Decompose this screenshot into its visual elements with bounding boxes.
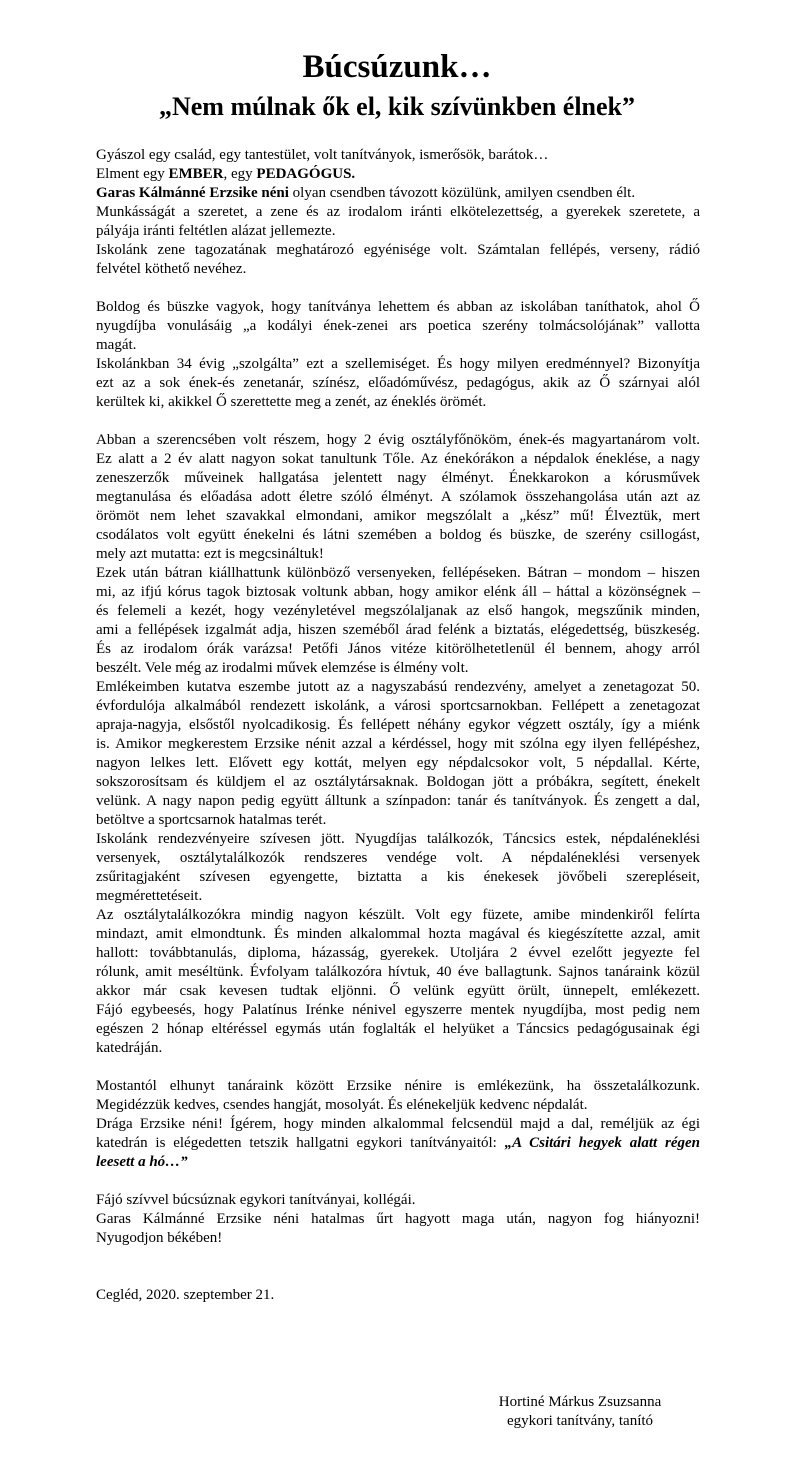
text-line: mindazt, amit elmondtunk. És minden alkalommal hozta magával és kiegészítette azzal, amit — [96, 926, 700, 942]
text-line: mely azt mutatta: ezt is megcsináltuk! — [96, 546, 324, 562]
text-line: Iskolánk rendezvényeire szívesen jött. Nyugdíjas találkozók, Táncsics estek, népdaléneklési — [96, 831, 700, 847]
emphasis-pedagogus: PEDAGÓGUS. — [256, 166, 356, 182]
paragraph-spacer — [96, 1058, 700, 1077]
text-line: versenyek, osztálytalálkozók rendszeres vendége volt. A népdaléneklési versenyek — [96, 850, 700, 866]
paragraph-spacer — [96, 412, 700, 431]
text-line: Iskolánkban 34 évig „szolgálta” ezt a szellemiséget. És hogy milyen eredménnyel? Bizonyítja — [96, 356, 700, 372]
text-line: évfordulója alkalmából rendezett iskolánk, a városi sportcsarnokban. Fellépett a zenetagozat — [96, 698, 700, 714]
text-line: nagyon lelkes lett. Elővett egy kottát, melyen egy népdalcsokor volt, 5 népdallal. Kérte, — [96, 755, 700, 771]
text-line: rólunk, amit meséltünk. Évfolyam találkozóra hívtuk, 40 éve ballagtunk. Sajnos tanáraink közül — [96, 964, 700, 980]
text-line: nyugdíjba vonulásáig „a kodályi ének-zenei ars poetica szerény tolmácsolójának” vallotta — [96, 318, 700, 334]
text-line — [96, 1153, 700, 1172]
text-line: zeneszerzők műveinek hallgatása jelentett nagy élményt. Énekkarokon a kórusművek — [96, 470, 700, 486]
text-line: Abban a szerencsében volt részem, hogy 2 évig osztályfőnököm, ének-és magyartanárom volt. — [96, 432, 700, 448]
deceased-name: Garas Kálmánné Erzsike néni — [96, 185, 289, 201]
text-line: ezt az a sok ének-és zenetanár, színész, előadóművész, pedagógus, akik az Ő szárnyai alól — [96, 375, 700, 391]
text-line: Megidézzük kedves, csendes hangját, mosolyát. És elénekeljük kedvenc népdalát. — [96, 1097, 588, 1113]
text-line: magát. — [96, 337, 137, 353]
text-line: Emlékeimben kutatva eszembe jutott az a nagyszabású rendezvény, amelyet a zenetagozat 50. — [96, 679, 700, 695]
text-line: ami a fellépések izgalmát adja, hiszen szeméből árad felénk a biztatás, elégedettség, büszkeség. — [96, 622, 700, 638]
memories-paragraph — [96, 298, 700, 412]
text-line: Drága Erzsike néni! Ígérem, hogy minden alkalommal felcsendül majd a dal, reméljük az égi — [96, 1116, 700, 1132]
text-segment: katedrán is elégedetten tetszik hallgatni egykori tanítványaitól: — [96, 1135, 505, 1151]
text-line: beszélt. Vele még az irodalmi művek elemzése is élmény volt. — [96, 660, 469, 676]
text-line: Fájó szívvel búcsúznak egykori tanítványai, kollégái. — [96, 1192, 416, 1208]
farewell-paragraph — [96, 1191, 700, 1248]
intro-line: Iskolánk zene tagozatának meghatározó egyénisége volt. Számtalan fellépés, verseny, rádió — [96, 242, 700, 258]
paragraph-spacer — [96, 1172, 700, 1191]
intro-text: olyan csendben távozott közülünk, amilyen csendben élt. — [288, 185, 636, 201]
text-line: csodálatos volt együtt énekelni és látni szemében a boldog és büszke, de szerény csillogást, — [96, 527, 700, 543]
paragraph-spacer — [96, 1248, 700, 1286]
text-line: sokszorosítsam és küldjem el az osztálytársaknak. Boldogan jött a próbákra, segített, énekelt — [96, 774, 700, 790]
intro-paragraph — [96, 146, 700, 279]
intro-line — [96, 165, 700, 184]
intro-text: , egy — [223, 166, 257, 182]
text-line: és felemeli a kezét, hogy vezényletével megszólaljanak az első hangok, megszűnik minden, — [96, 603, 700, 619]
intro-text: Elment egy — [96, 166, 169, 182]
text-line: Mostantól elhunyt tanáraink között Erzsike nénire is emlékezünk, ha összetalálkozunk. — [96, 1078, 700, 1094]
place-date: Cegléd, 2020. szeptember 21. — [96, 1287, 275, 1303]
signature-role: egykori tanítvány, tanító — [506, 1413, 654, 1429]
text-line: akkor már csak kevesen tudtak eljönni. Ő velünk együtt örült, ünnepelt, emlékezett. — [96, 983, 700, 999]
intro-line: pályája iránti feltétlen alázat jellemezte. — [96, 223, 336, 239]
signature-name: Hortiné Márkus Zsuzsanna — [498, 1394, 662, 1410]
paragraph-spacer — [96, 279, 700, 298]
text-line: Nyugodjon békében! — [96, 1230, 223, 1246]
text-line: Ezek után bátran kiállhattunk különböző versenyeken, fellépéseken. Bátran – mondom – hiszen — [96, 565, 700, 581]
page-title: Búcsúzunk… — [302, 49, 492, 85]
text-line: megtanulása és előadása adott életre szóló élményt. A szólamok összehangolása után azt az — [96, 489, 700, 505]
song-title-end: leesett a hó…” — [96, 1154, 188, 1170]
text-line: katedráján. — [96, 1040, 163, 1056]
text-line: És az irodalom órák varázsa! Petőfi János vitéze kitörölhetetlenül él bennem, ahogy arról — [96, 641, 700, 657]
text-line: egészen 2 hónap eltéréssel egymás után foglalták el helyüket a Táncsics pedagógusainak égi — [96, 1021, 700, 1037]
intro-line: Gyászol egy család, egy tantestület, volt tanítványok, ismerősök, barátok… — [96, 147, 549, 163]
text-line: mi, az ifjú kórus tagok biztosak voltunk abban, hogy amikor elénk áll – háttal a közönségnek – — [96, 584, 700, 600]
text-line: Boldog és büszke vagyok, hogy tanítványa lehettem és abban az iskolában taníthatok, ahol Ő — [96, 299, 700, 315]
text-line: Garas Kálmánné Erzsike néni hatalmas űrt hagyott maga után, nagyon fog hiányozni! — [96, 1211, 700, 1227]
text-line: Az osztálytalálkozókra mindig nagyon készült. Volt egy füzete, amibe mindenkiről felírta — [96, 907, 700, 923]
main-story-paragraph — [96, 431, 700, 1058]
emphasis-ember: EMBER — [168, 166, 224, 182]
text-line: Ez alatt a 2 év alatt nagyon sokat tanultunk Tőle. Az énekórákon a népdalok éneklése, a nagy — [96, 451, 700, 467]
text-line: megmérettetéseit. — [96, 888, 203, 904]
page-subtitle: „Nem múlnak ők el, kik szívünkben élnek” — [158, 92, 636, 121]
text-line: Fájó egybeesés, hogy Palatínus Irénke nénivel egyszerre mentek nyugdíjba, most pedig nem — [96, 1002, 700, 1018]
song-title: „A Csitári hegyek alatt régen — [504, 1135, 700, 1151]
text-line: apraja-nagyja, elsőstől nyolcadikosig. És fellépett néhány egykor végzett osztály, így a miénk — [96, 717, 700, 733]
remembrance-paragraph — [96, 1077, 700, 1172]
text-line: örömöt nem lehet szavakkal elmondani, amikor megszólalt a „kész” mű! Élveztük, mert — [96, 508, 700, 524]
text-line: zsűritagjaként szívesen egyengette, biztatta a kis énekesek jövőbeli szerepléseit, — [96, 869, 700, 885]
letter-body — [96, 146, 700, 1305]
intro-line: Munkásságát a szeretet, a zene és az irodalom iránti elkötelezettség, a gyerekek szeretete, a — [96, 204, 700, 220]
text-line: betöltve a sportcsarnok hatalmas terét. — [96, 812, 327, 828]
text-line: hallott: továbbtanulás, diploma, házasság, gyerekek. Utoljára 2 évvel ezelőtt jegyezte fel — [96, 945, 700, 961]
signature-block — [470, 1393, 690, 1431]
text-line — [96, 1134, 700, 1153]
text-line: kerültek ki, akikkel Ő szerettette meg a zenét, az éneklés örömét. — [96, 394, 487, 410]
text-line: is. Amikor megkerestem Erzsike nénit azzal a kérdéssel, hogy mit szólna egy ilyen fellépéshez, — [96, 736, 700, 752]
intro-line: felvétel köthető nevéhez. — [96, 261, 247, 277]
text-line: velünk. A nagy napon pedig együtt álltunk a színpadon: tanár és tanítványok. És zengett a dal, — [96, 793, 700, 809]
intro-line — [96, 184, 700, 203]
